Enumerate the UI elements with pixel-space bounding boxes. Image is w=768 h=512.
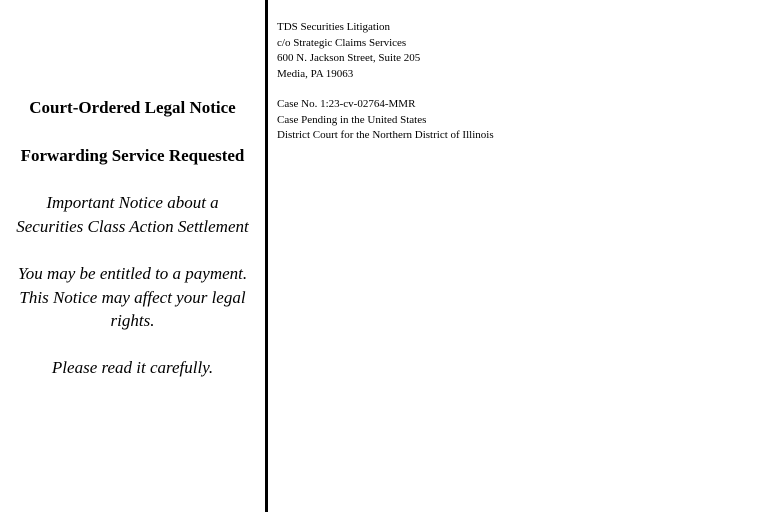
case-info: [277, 97, 757, 144]
read-carefully-line: Please read it carefully.: [51, 358, 214, 377]
case-court-line: District Court for the Northern District of Illinois: [277, 129, 494, 141]
notice-title: Court-Ordered Legal Notice: [29, 98, 236, 117]
entitled-payment-line: You may be entitled to a payment.: [17, 264, 248, 283]
entitled-payment-text: [0, 262, 265, 333]
case-number: Case No. 1:23-cv-02764-MMR: [277, 98, 416, 110]
important-notice-line: Important Notice about a: [46, 193, 219, 212]
return-address-line: c/o Strategic Claims Services: [277, 36, 407, 49]
return-address-line: 600 N. Jackson Street, Suite 205: [277, 52, 421, 64]
forwarding-service-text: Forwarding Service Requested: [20, 146, 245, 165]
return-address-line: Media, PA 19063: [277, 67, 354, 80]
important-notice-line: Securities Class Action Settlement: [16, 216, 249, 236]
return-address: [277, 20, 757, 82]
notice-panel: [0, 0, 265, 512]
address-panel: [277, 20, 757, 144]
return-address-line: TDS Securities Litigation: [277, 21, 391, 33]
read-carefully-text: [0, 356, 265, 380]
entitled-payment-line: This Notice may affect your legal: [19, 287, 246, 307]
important-notice-text: [0, 191, 265, 238]
address-spacer: [277, 82, 757, 97]
entitled-payment-line: rights.: [110, 311, 155, 330]
case-court-line: Case Pending in the United States: [277, 113, 427, 126]
panel-divider: [265, 0, 268, 512]
